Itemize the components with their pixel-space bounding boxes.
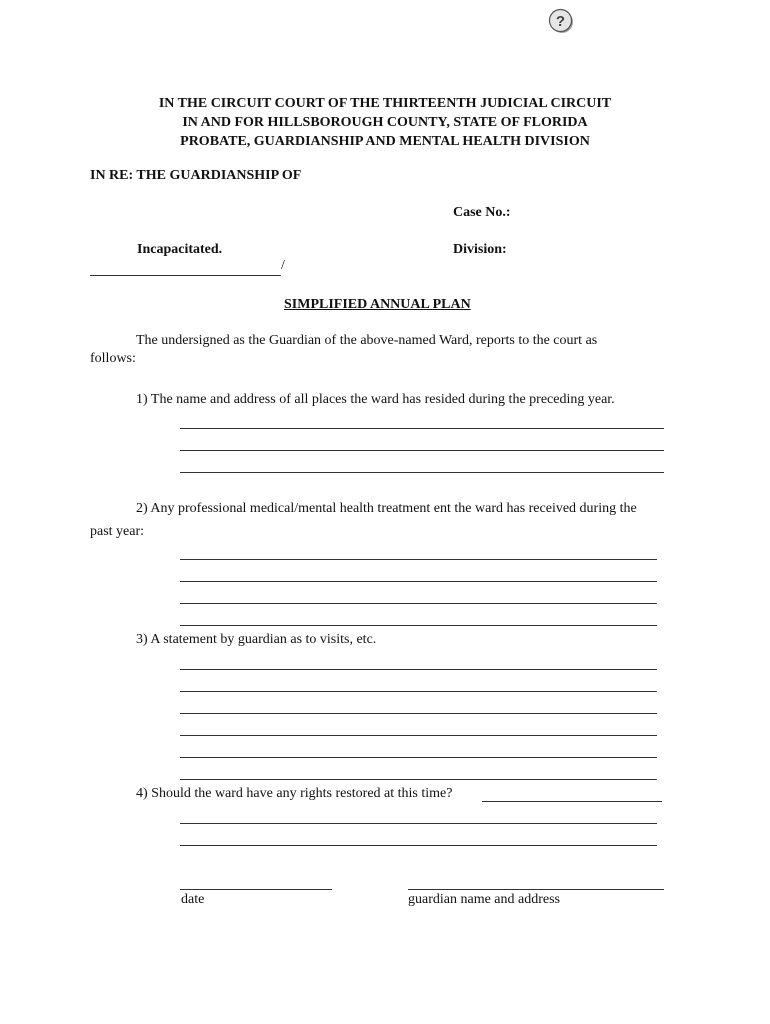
item-2-text-line-2: past year: <box>90 524 145 539</box>
item-4-answer-line[interactable] <box>180 823 657 824</box>
item-3-text: 3) A statement by guardian as to visits, etc. <box>136 632 377 647</box>
item-2-answer-line[interactable] <box>180 625 657 626</box>
in-re-caption: IN RE: THE GUARDIANSHIP OF <box>90 168 302 183</box>
item-4-inline-answer-line[interactable] <box>482 801 662 802</box>
guardian-name-address-label: guardian name and address <box>408 892 560 907</box>
item-3-answer-line[interactable] <box>180 669 657 670</box>
item-3-answer-line[interactable] <box>180 779 657 780</box>
form-title: SIMPLIFIED ANNUAL PLAN <box>284 297 471 312</box>
item-1-answer-line[interactable] <box>180 450 664 451</box>
item-3-answer-line[interactable] <box>180 757 657 758</box>
ward-name-line[interactable] <box>90 275 281 276</box>
item-2-text-line-1: 2) Any professional medical/mental health treatment ent the ward has received during the <box>136 501 637 516</box>
guardian-signature-line[interactable] <box>408 889 664 890</box>
date-label: date <box>181 892 205 907</box>
intro-line-2: follows: <box>90 351 136 366</box>
incapacitated-label: Incapacitated. <box>137 242 223 257</box>
intro-line-1: The undersigned as the Guardian of the above-named Ward, reports to the court as <box>136 333 598 348</box>
item-2-answer-line[interactable] <box>180 603 657 604</box>
item-1-answer-line[interactable] <box>180 428 664 429</box>
court-header-line-3: PROBATE, GUARDIANSHIP AND MENTAL HEALTH DIVISION <box>180 134 590 149</box>
court-header-line-1: IN THE CIRCUIT COURT OF THE THIRTEENTH JUDICIAL CIRCUIT <box>158 96 612 111</box>
division-label: Division: <box>453 242 507 257</box>
item-4-text: 4) Should the ward have any rights restored at this time? <box>136 786 453 801</box>
item-2-answer-line[interactable] <box>180 559 657 560</box>
date-signature-line[interactable] <box>180 889 332 890</box>
help-question-icon[interactable] <box>548 8 574 34</box>
item-3-answer-line[interactable] <box>180 735 657 736</box>
item-4-answer-line[interactable] <box>180 845 657 846</box>
item-2-answer-line[interactable] <box>180 581 657 582</box>
item-1-answer-line[interactable] <box>180 472 664 473</box>
case-number-label: Case No.: <box>453 205 511 220</box>
svg-text:?: ? <box>555 13 566 30</box>
item-1-text: 1) The name and address of all places the ward has resided during the preceding year. <box>136 392 615 407</box>
court-header-line-2: IN AND FOR HILLSBOROUGH COUNTY, STATE OF FLORIDA <box>182 115 588 130</box>
item-3-answer-line[interactable] <box>180 691 657 692</box>
item-3-answer-line[interactable] <box>180 713 657 714</box>
caption-slash: / <box>281 258 285 273</box>
